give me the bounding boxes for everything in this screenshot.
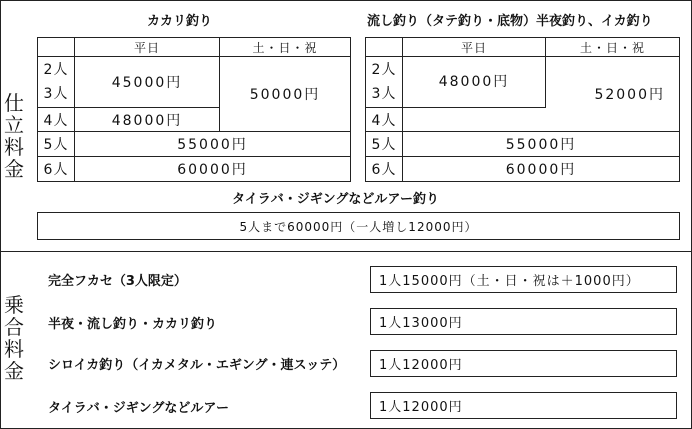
shared-row-label: 完全フカセ（3人限定）: [48, 274, 187, 289]
nagashi-row-5-label: 5人: [365, 131, 403, 157]
nagashi-price-6: 60000円: [402, 156, 680, 182]
nagashi-title: 流し釣り（タテ釣り・底物）半夜釣り、イカ釣り: [367, 14, 653, 29]
kakari-holiday-2-4: 50000円: [219, 56, 351, 132]
kakari-row-5-label: 5人: [37, 131, 75, 157]
shared-row-price: 1人13000円: [370, 308, 677, 335]
nagashi-corner-cell: [365, 37, 403, 57]
kakari-col-holiday: 土・日・祝: [219, 37, 351, 57]
kakari-corner-cell: [37, 37, 75, 57]
nagashi-row-2-label: 2人: [371, 62, 397, 78]
charter-side-char: 料: [4, 135, 24, 159]
nagashi-holiday-2-4: 52000円: [402, 56, 680, 132]
section-divider: [0, 251, 692, 252]
kakari-row-3-label: 3人: [43, 86, 69, 102]
shared-side-char: 合: [4, 315, 24, 339]
charter-side-char: 立: [4, 113, 24, 137]
kakari-row-4-label: 4人: [37, 107, 75, 132]
nagashi-price-5: 55000円: [402, 131, 680, 157]
tairaba-title: タイラバ・ジギングなどルアー釣り: [232, 192, 439, 207]
nagashi-row-4-label: 4人: [365, 107, 403, 132]
shared-row-label: シロイカ釣り（イカメタル・エギング・連スッテ）: [48, 358, 346, 373]
nagashi-row-6-label: 6人: [365, 156, 403, 182]
nagashi-row-2-3: [365, 56, 403, 108]
shared-row-label: タイラバ・ジギングなどルアー: [48, 401, 229, 416]
kakari-title: カカリ釣り: [147, 14, 213, 29]
shared-row-price: 1人15000円（土・日・祝は＋1000円）: [370, 266, 677, 293]
kakari-weekday-2-3: 45000円: [74, 56, 220, 108]
shared-row-price: 1人12000円: [370, 392, 677, 419]
tairaba-price: 5人まで60000円（一人増し12000円）: [37, 212, 680, 240]
kakari-row-2-3: [37, 56, 75, 108]
nagashi-col-weekday: 平日: [402, 37, 546, 57]
charter-side-char: 仕: [4, 91, 24, 115]
kakari-col-weekday: 平日: [74, 37, 220, 57]
nagashi-row-3-label: 3人: [371, 86, 397, 102]
shared-side-char: 料: [4, 337, 24, 361]
kakari-row-2-label: 2人: [43, 62, 69, 78]
shared-side-char: 乗: [4, 293, 24, 317]
charter-side-char: 金: [4, 157, 24, 181]
kakari-price-5: 55000円: [74, 131, 351, 157]
shared-side-label: [4, 294, 24, 382]
shared-side-char: 金: [4, 359, 24, 383]
shared-row-label: 半夜・流し釣り・カカリ釣り: [48, 317, 218, 332]
nagashi-weekday-2-3: 48000円: [402, 56, 546, 108]
shared-row-price: 1人12000円: [370, 350, 677, 377]
kakari-weekday-4: 48000円: [74, 107, 220, 132]
kakari-price-6: 60000円: [74, 156, 351, 182]
kakari-row-6-label: 6人: [37, 156, 75, 182]
nagashi-col-holiday: 土・日・祝: [545, 37, 680, 57]
charter-side-label: [4, 92, 24, 180]
